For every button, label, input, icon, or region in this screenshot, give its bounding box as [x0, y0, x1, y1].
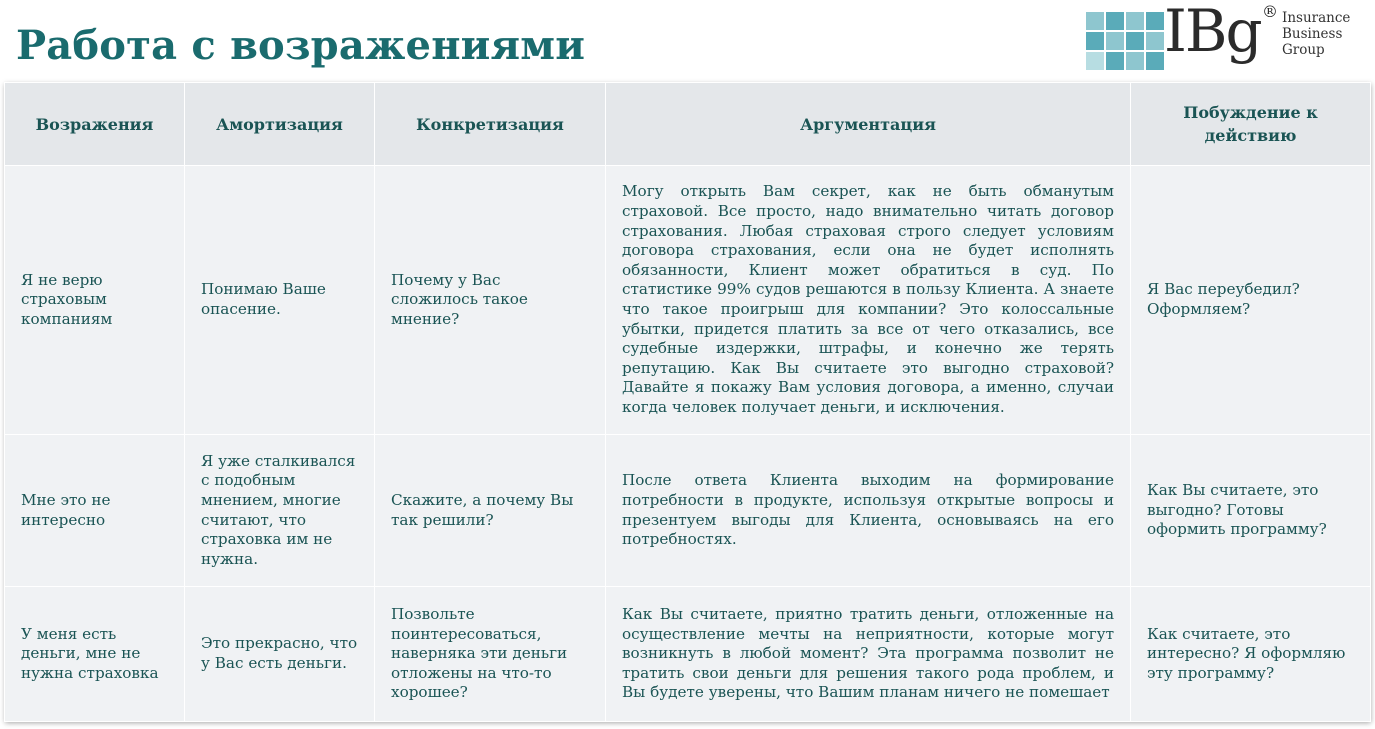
objections-table	[4, 82, 1371, 722]
cell-amortization: Это прекрасно, что у Вас есть деньги.	[185, 587, 375, 722]
logo-square	[1086, 32, 1104, 50]
table-header-row	[5, 83, 1371, 166]
table-row	[5, 435, 1371, 587]
cell-concretization: Скажите, а почему Вы так решили?	[375, 435, 606, 587]
logo-square	[1106, 32, 1124, 50]
header-concretization: Конкретизация	[375, 83, 606, 166]
cell-concretization: Позвольте поинтересоваться, наверняка эти деньги отложены на что-то хорошее?	[375, 587, 606, 722]
cell-call-to-action: Я Вас переубедил? Оформляем?	[1131, 166, 1371, 435]
header-call-to-action: Побуждение к действию	[1131, 83, 1371, 166]
logo-square	[1126, 32, 1144, 50]
logo-squares-icon	[1086, 12, 1164, 70]
logo-mark: IBg	[1164, 0, 1261, 65]
table-row	[5, 166, 1371, 435]
logo-square	[1146, 52, 1164, 70]
logo-square	[1106, 12, 1124, 30]
logo-square	[1106, 52, 1124, 70]
cell-objection: Я не верю страховым компаниям	[5, 166, 185, 435]
header-objections: Возражения	[5, 83, 185, 166]
logo-registered-mark: ®	[1262, 2, 1278, 21]
header-argumentation: Аргументация	[606, 83, 1131, 166]
cell-objection: У меня есть деньги, мне не нужна страховка	[5, 587, 185, 722]
cell-amortization: Понимаю Ваше опасение.	[185, 166, 375, 435]
ibg-logo	[1086, 0, 1361, 76]
cell-call-to-action: Как считаете, это интересно? Я оформляю эту программу?	[1131, 587, 1371, 722]
page-title: Работа с возражениями	[16, 22, 586, 69]
cell-argumentation: Могу открыть Вам секрет, как не быть обманутым страховой. Все просто, надо внимательно читать договор страхования. Любая страховая строго следует условиям договора страхования, если она не будет исполнять обязанности, Клиент может обратиться в суд. По статистике 99% судов решаются в пользу Клиента. А знаете что такое проигрыш для компании? Это колоссальные убытки, придется платить за все от чего отказались, все судебные издержки, штрафы, и конечно же терять репутацию. Как Вы считаете это выгодно страховой? Давайте я покажу Вам условия договора, а именно, случаи когда человек получает деньги, и исключения.	[606, 166, 1131, 435]
header-amortization: Амортизация	[185, 83, 375, 166]
cell-call-to-action: Как Вы считаете, это выгодно? Готовы оформить программу?	[1131, 435, 1371, 587]
logo-text-line: Group	[1282, 42, 1325, 58]
cell-argumentation: Как Вы считаете, приятно тратить деньги, отложенные на осуществление мечты на неприятности, которые могут возникнуть в любой момент? Эта программа позволит не тратить свои деньги для решения такого рода проблем, и Вы будете уверены, что Вашим планам ничего не помешает	[606, 587, 1131, 722]
logo-square	[1086, 52, 1104, 70]
logo-square	[1086, 12, 1104, 30]
logo-square	[1126, 52, 1144, 70]
cell-objection: Мне это не интересно	[5, 435, 185, 587]
cell-concretization: Почему у Вас сложилось такое мнение?	[375, 166, 606, 435]
table-row	[5, 587, 1371, 722]
cell-argumentation: После ответа Клиента выходим на формирование потребности в продукте, используя открытые вопросы и презентуем выгоды для Клиента, основываясь на его потребностях.	[606, 435, 1131, 587]
objections-table-container	[4, 82, 1370, 721]
logo-square	[1146, 12, 1164, 30]
logo-text-line: Business	[1282, 26, 1343, 42]
logo-text-line: Insurance	[1282, 10, 1351, 26]
logo-square	[1146, 32, 1164, 50]
cell-amortization: Я уже сталкивался с подобным мнением, многие считают, что страховка им не нужна.	[185, 435, 375, 587]
logo-square	[1126, 12, 1144, 30]
logo-company-name	[1282, 10, 1350, 58]
